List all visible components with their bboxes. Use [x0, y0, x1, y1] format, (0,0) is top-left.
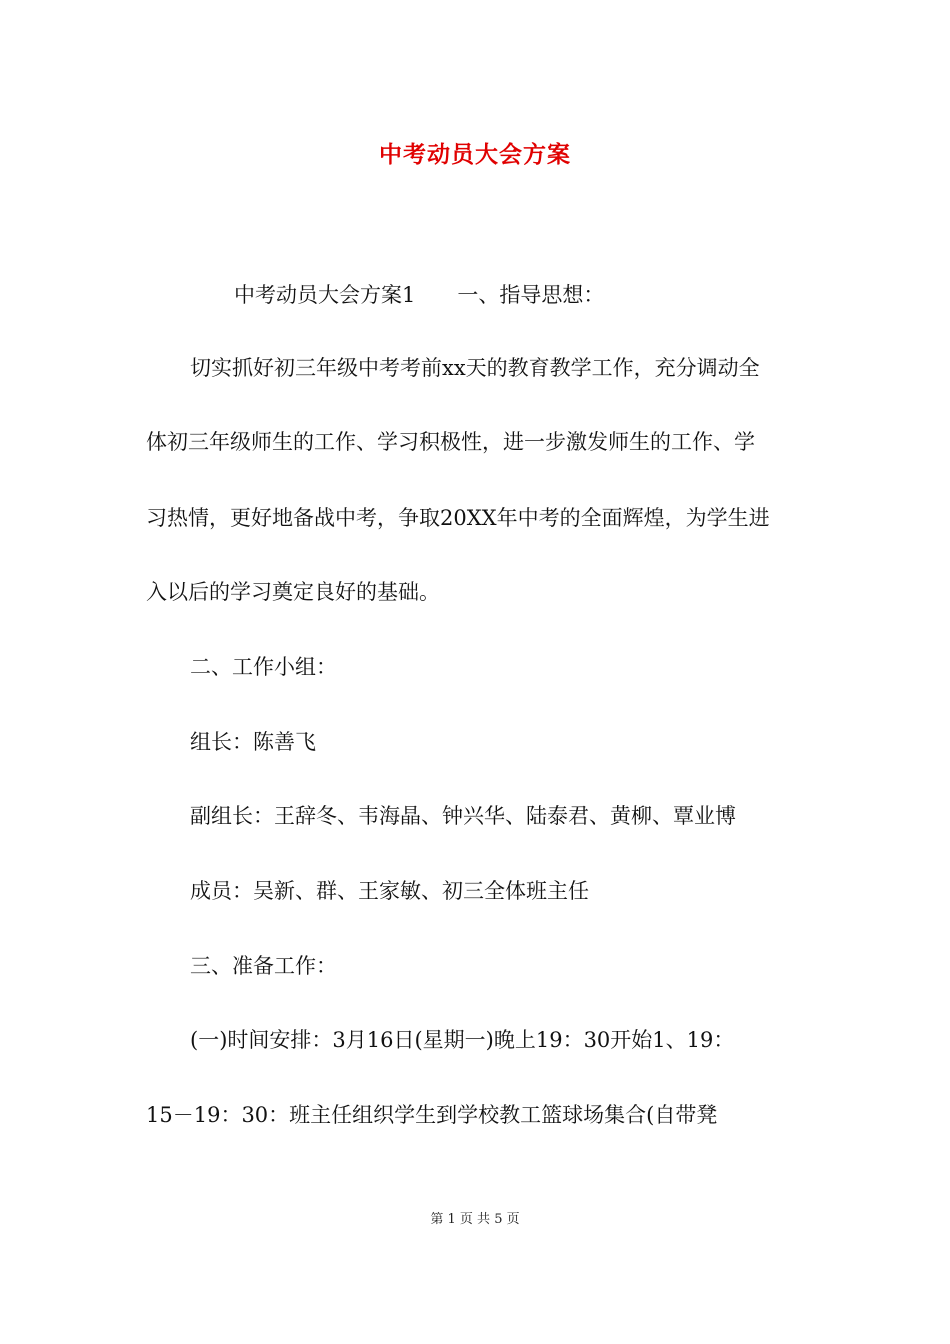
paragraph-line: 体初三年级师生的工作、学习积极性，进一步激发师生的工作、学	[146, 430, 755, 454]
paragraph-line: (一)时间安排：3月16日(星期一)晚上19：30开始1、19：	[190, 1028, 735, 1052]
paragraph-heading-1: 中考动员大会方案1 一、指导思想：	[234, 283, 605, 307]
paragraph-line: 习热情，更好地备战中考，争取20XX年中考的全面辉煌，为学生进	[146, 506, 770, 530]
paragraph-line: 入以后的学习奠定良好的基础。	[146, 580, 440, 604]
section-heading-2: 二、工作小组：	[190, 655, 337, 679]
page-title: 中考动员大会方案	[379, 141, 571, 168]
page-footer: 第 1 页 共 5 页	[430, 1212, 520, 1227]
paragraph-line: 切实抓好初三年级中考考前xx天的教育教学工作，充分调动全	[190, 356, 760, 380]
paragraph-line: 15－19：30：班主任组织学生到学校教工篮球场集合(自带凳	[146, 1103, 718, 1127]
paragraph-line: 组长：陈善飞	[190, 730, 316, 754]
paragraph-line: 副组长：王辞冬、韦海晶、钟兴华、陆泰君、黄柳、覃业博	[190, 804, 736, 828]
section-heading-3: 三、准备工作：	[190, 954, 337, 978]
paragraph-line: 成员：吴新、群、王家敏、初三全体班主任	[190, 879, 589, 903]
